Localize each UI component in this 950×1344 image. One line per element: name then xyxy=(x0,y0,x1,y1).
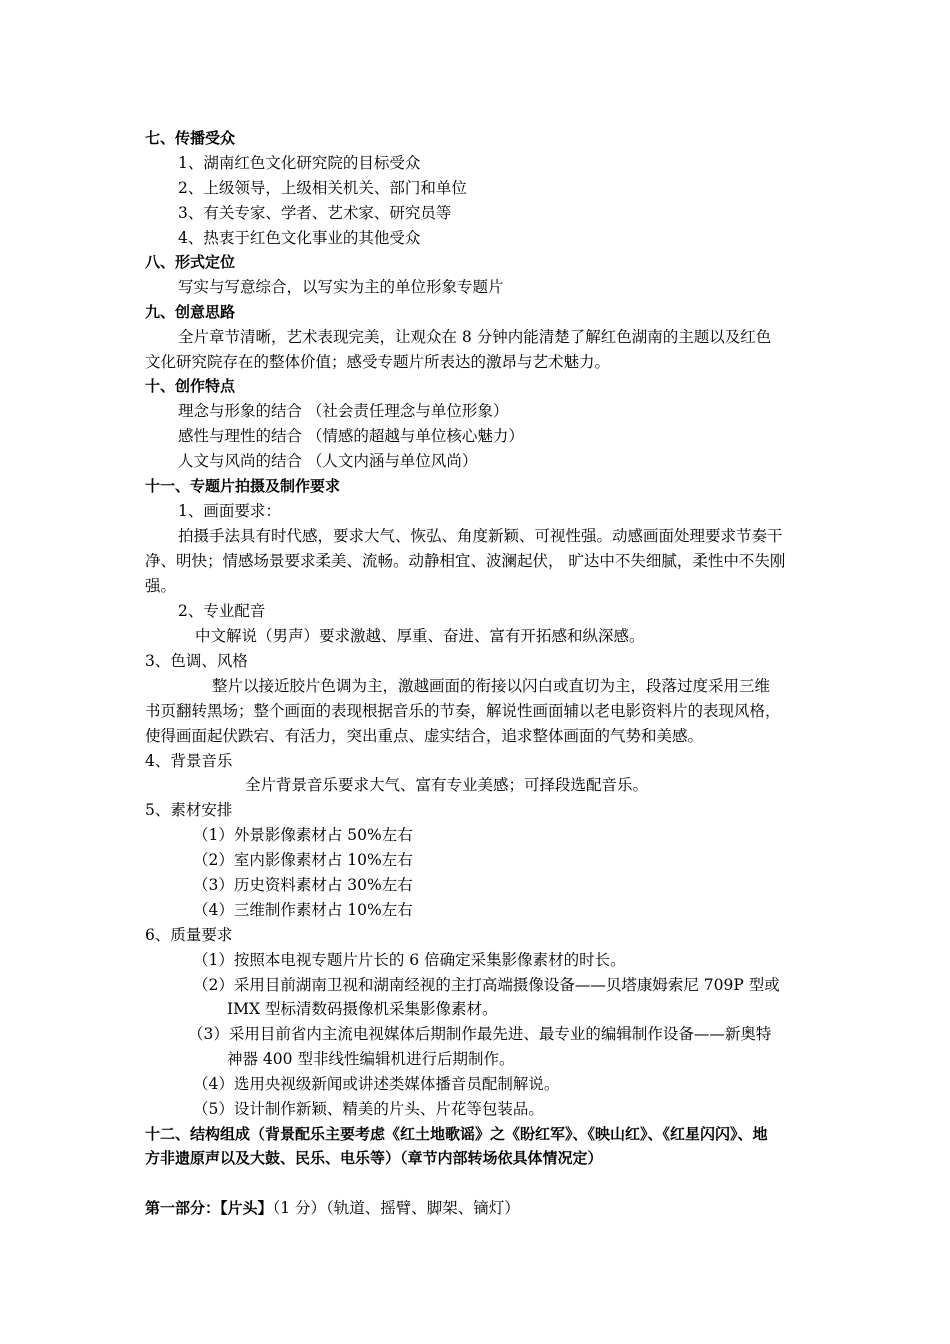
subheading: 3、色调、风格 xyxy=(145,652,248,670)
list-item-continuation: 神器 400 型非线性编辑机进行后期制作。 xyxy=(227,1050,515,1068)
list-item: （2）采用目前湖南卫视和湖南经视的主打高端摄像设备——贝塔康姆索尼 709P 型或 xyxy=(193,976,780,994)
list-item: （1）外景影像素材占 50%左右 xyxy=(193,826,413,844)
paragraph: 中文解说（男声）要求激越、厚重、奋进、富有开拓感和纵深感。 xyxy=(195,627,645,645)
list-item: （1）按照本电视专题片片长的 6 倍确定采集影像素材的时长。 xyxy=(193,951,626,969)
subheading: 5、素材安排 xyxy=(145,801,233,819)
paragraph-line: 强。 xyxy=(145,577,177,595)
paragraph: 写实与写意综合，以写实为主的单位形象专题片 xyxy=(178,278,504,296)
section-heading-11: 十一、专题片拍摄及制作要求 xyxy=(145,477,341,495)
section-heading-10: 十、创作特点 xyxy=(145,377,236,395)
paragraph: 全片背景音乐要求大气、富有专业美感；可择段选配音乐。 xyxy=(245,776,649,794)
subheading: 4、背景音乐 xyxy=(145,752,233,770)
list-item: （4）选用央视级新闻或讲述类媒体播音员配制解说。 xyxy=(193,1075,560,1093)
paragraph-line: 全片章节清晰，艺术表现完美，让观众在 8 分钟内能清楚了解红色湖南的主题以及红色 xyxy=(178,328,772,346)
list-item: 2、上级领导，上级相关机关、部门和单位 xyxy=(178,179,467,197)
part-label: 第一部分：【片头】 xyxy=(145,1199,273,1217)
list-item: 人文与风尚的结合 （人文内涵与单位风尚） xyxy=(178,452,478,470)
list-item: （5）设计制作新颖、精美的片头、片花等包装品。 xyxy=(193,1100,544,1118)
section-heading-12: 十二、结构组成（背景配乐主要考虑《红土地歌谣》之《盼红军》、《映山红》、《红星闪闪》、地 xyxy=(145,1125,768,1143)
section-heading-7: 七、传播受众 xyxy=(145,129,236,147)
paragraph-line: 净、明快；情感场景要求柔美、流畅。动静相宜、波澜起伏， 旷达中不失细腻，柔性中不失刚 xyxy=(145,552,786,570)
list-item: 1、湖南红色文化研究院的目标受众 xyxy=(178,154,421,172)
part-detail: （1 分）（轨道、摇臂、脚架、镝灯） xyxy=(272,1199,520,1217)
subheading: 6、质量要求 xyxy=(145,926,233,944)
subheading: 1、画面要求： xyxy=(178,502,281,520)
paragraph-line: 使得画面起伏跌宕、有活力，突出重点、虚实结合，追求整体画面的气势和美感。 xyxy=(145,727,704,745)
paragraph-line: 书页翻转黑场；整个画面的表现根据音乐的节奏，解说性画面辅以老电影资料片的表现风格， xyxy=(145,702,781,720)
list-item: （3）采用目前省内主流电视媒体后期制作最先进、最专业的编辑制作设备——新奥特 xyxy=(188,1025,772,1043)
list-item: 理念与形象的结合 （社会责任理念与单位形象） xyxy=(178,402,509,420)
paragraph-line: 文化研究院存在的整体价值；感受专题片所表达的激昂与艺术魅力。 xyxy=(145,353,611,371)
section-heading-12-cont: 方非遗原声以及大鼓、民乐、电乐等）（章节内部转场依具体情况定） xyxy=(145,1149,603,1167)
subheading: 2、专业配音 xyxy=(178,602,266,620)
section-heading-9: 九、创意思路 xyxy=(145,303,236,321)
list-item: 3、有关专家、学者、艺术家、研究员等 xyxy=(178,204,452,222)
list-item: 感性与理性的结合 （情感的超越与单位核心魅力） xyxy=(178,427,524,445)
list-item: （3）历史资料素材占 30%左右 xyxy=(193,876,413,894)
section-heading-8: 八、形式定位 xyxy=(145,253,236,271)
paragraph-line: 整片以接近胶片色调为主，激越画面的衔接以闪白或直切为主，段落过度采用三维 xyxy=(212,677,771,695)
list-item: （2）室内影像素材占 10%左右 xyxy=(193,851,413,869)
list-item: （4）三维制作素材占 10%左右 xyxy=(193,901,413,919)
part-heading xyxy=(145,1198,520,1218)
list-item: 4、热衷于红色文化事业的其他受众 xyxy=(178,229,421,247)
paragraph-line: 拍摄手法具有时代感，要求大气、恢弘、角度新颖、可视性强。动感画面处理要求节奏干 xyxy=(178,527,783,545)
list-item-continuation: IMX 型标清数码摄像机采集影像素材。 xyxy=(227,1000,498,1018)
